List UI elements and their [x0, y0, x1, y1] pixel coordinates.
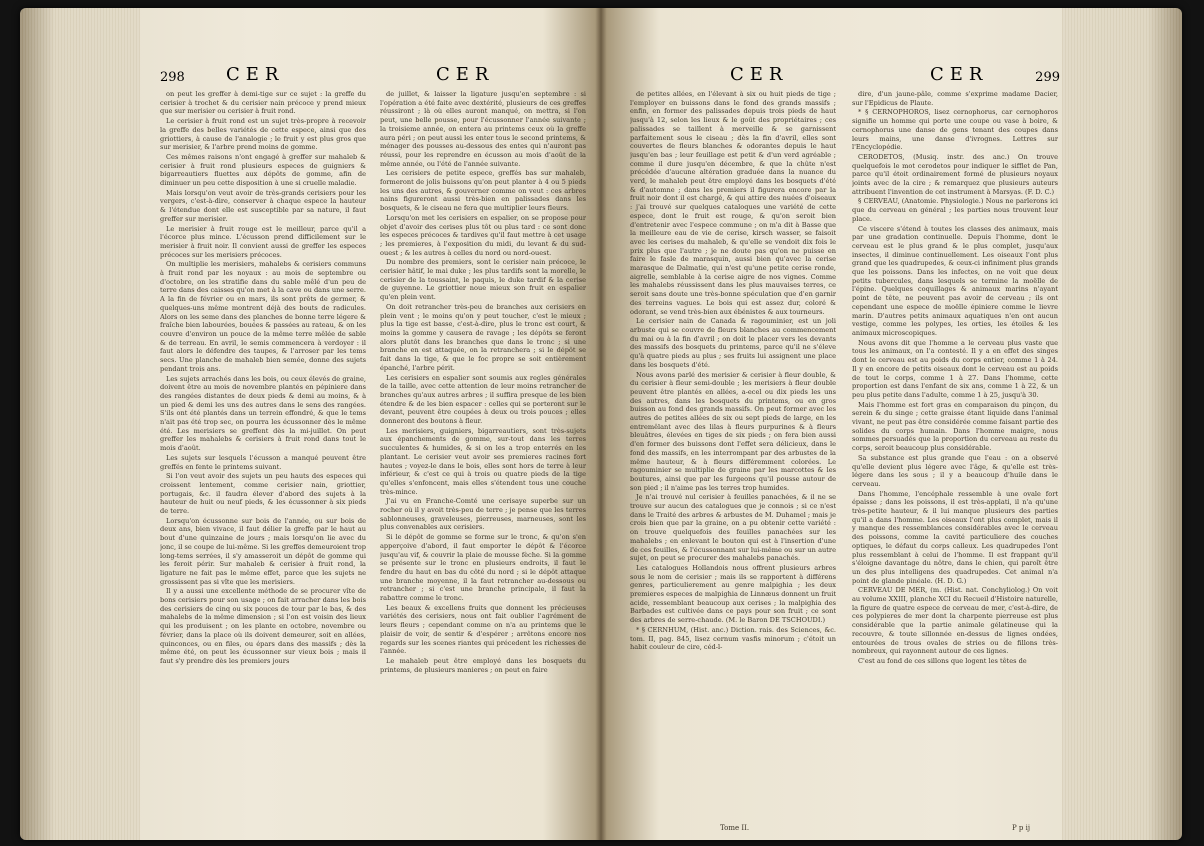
right-page	[630, 8, 1060, 840]
paragraph: de petites allées, en l'élevant à six ou huit pieds de tige ; l'employer en buissons dans le fond des grands massifs ; enfin, en former des palissades depuis trois pieds de haut jusqu'à 12, selon les lieux & le goût des propriétaires ; ces palissades se taillent à merveille & se garnissent parfaitement sous le ciseau ; dès la fin d'avril, elles sont couvertes de fleurs blanches & odorantes depuis le haut jusqu'en bas ; leur feuillage est petit & d'un verd agréable ; comme il dure jusqu'en décembre, & que la chûte n'est précédée d'aucune altération graduée dans la nuance du verd, le mahaleb peut être employé dans les bosquets d'été & d'automne ; dans les premiers il figurera encore par la fruit noir dont il est chargé, & qui attire des nuées d'oiseaux : j'ai trouvé sur quelques cataloques une variété de cette espece, dont le fruit est rouge, & qu'on seroit bien d'entretenir avec l'espece commune ; on m'a dit à Basse que la meilleure eau de vie de cerise, kirsch wasser, se faisoit avec les cerises du mahaleb, & qu'elle se vendoit dix fois le prix plus que l'autre ; je ne doute pas qu'on ne puisse en faire le fasle de marasquin, aussi bien qu'avec la cerise marasque de Dalmatie, qui n'est qu'une petite cerise ronde, aigrelle, semblable à la cerise aigre de nos vignes. Comme les mahalebs réussissent dans les plus mauvaises terres, ce seroit sans doute une très-bonne spéculation que d'en garnir des terreins vagues. Le bois qui est assez dur, coloré & odorant, se vend très-bien aux ébénistes & aux tourneurs.	[630, 90, 836, 316]
paragraph: Les merisiers, guigniers, bigarreautiers, sont très-sujets aux épanchements de gomme, sur-tout dans les terres succulentes & humides, & si on les a trop enterrés en les plantant. Le cerisier veut avoir ses premieres racines fort hautes ; voyez-le dans le bois, elles sont hors de terre à leur inférieur, & c'est ce qui à trois ou quatre pieds de la tige qu'elles s'enfoncent, mais elles s'étendent tous une couche très-mince.	[380, 426, 586, 496]
paragraph: Le cerisier à fruit rond est un sujet très-propre à recevoir la greffe des belles variétés de cette espece, ainsi que des griottiers, à cause de l'analogie ; le fruit y est plus gros que sur merisier, & l'arbre prend moins de gomme.	[160, 117, 366, 152]
paragraph: Ces mêmes raisons n'ont engagé à greffer sur mahaleb & cerisier à fruit rond plusieurs especes de guigniers & bigarreautiers fluettes aux dépôts de gomme, afin de diminuer un peu cette disposition à une si cruelle maladie.	[160, 152, 366, 188]
paragraph: * § CERNOPHOROS, lisez cernophorus, car cernophoros signifie un homme qui porte une coupe ou vase à boire, & cernophorus une danse de gens tenant des coupes dans leurs mains, une danse d'ivrognes. Lettres sur l'Encyclopédie.	[852, 108, 1058, 152]
running-head-left-1: CER	[226, 64, 285, 85]
paragraph: Les sujets arrachés dans les bois, ou ceux élevés de graine, doivent être au mois de novembre plantés en pépiniere dans des rangées distantes de deux pieds & demi au moins, & à un pied & demi les uns des autres dans le sens des rangées. S'ils ont été plantés dans un terrein effondré, & que le tems n'ait pas été trop sec, on pourra les écussonner dès le même été. Les merisiers se greffent dès la mi-juillet. On peut greffer les mahalebs & cerisiers à fruit rond dans tout le mois d'août.	[160, 374, 366, 453]
paragraph: § CERVEAU, (Anatomie. Physiologie.) Nous ne parlerons ici que du cerveau en général ; les parties nous trouvent leur place.	[852, 197, 1058, 223]
paragraph: Le cerisier nain de Canada & ragouminier, est un joli arbuste qui se couvre de fleurs blanches au commencement du mai ou à la fin d'avril ; on doit le placer vers les devants des massifs des bosquets du printems, parce qu'il ne s'éleve qu'à quatre pieds au plus ; ses fruits lui assignent une place dans les bosquets d'été.	[630, 317, 836, 369]
paragraph: Lorsqu'on écussonne sur bois de l'année, ou sur bois de deux ans, bien vivace, il faut délier la greffe par le haut au bout d'une quinzaine de jours ; mais lorsqu'on lie avec du jonc, il se coupe de lui-même. Si les greffes demeuroient trop long-tems serrées, il s'y amasseroit un dépôt de gomme qui les feroit périr. Sur mahaleb & cerisier à fruit rond, la ligature ne fait pas le même effet, parce que les sujets ne grossissent pas si vîte que les merisiers.	[160, 516, 366, 586]
paragraph: Les catalogues Hollandois nous offrent plusieurs arbres sous le nom de cerisier ; mais ils se rapportent à différens genres, particulierement au genre malpighia ; les deux premieres especes de malpighia de Linnæus donnent un fruit acide, ressemblant beaucoup aux cerises ; la malpighia des Barbades est cultivée dans ce pays pour son fruit ; ce sont des arbres de serre-chaude. (M. le Baron DE TSCHOUDI.)	[630, 563, 836, 625]
book-spread	[20, 8, 1182, 840]
paragraph: CERVEAU DE MER, (m. (Hist. nat. Conchyliolog.) On voit au volume XXIII, planche XCI du Recueil d'Histoire naturelle, la figure de quatre espece de cerveau de mer, c'est-à-dire, de ces polypieres de mer dont la charpente pierreuse est plus considérable que la partie animale gélatineuse qui la recouvre, & toute sillonnée en-dessus de lignes ondées, entourées de trous ovales de stries ou de fillons très-nombreux, qui rayonnent autour de ces lignes.	[852, 586, 1058, 656]
sheet-signature: P p ij	[1011, 824, 1030, 832]
left-column-1	[160, 90, 366, 830]
paragraph: CERODETOS, (Musiq. instr. des anc.) On trouve quelquefois le mot cerodetos pour indiquer le sifflet de Pan, parce qu'il étoit ordinairement formé de plusieurs noyaux joints avec de la cire ; & remarquez que plusieurs auteurs attribuent l'invention de cet instrument à Marsyas. (F. D. C.)	[852, 152, 1058, 196]
left-page	[160, 8, 592, 840]
paragraph: Mais lorsqu'on veut avoir de très-grands cerisiers pour les vergers, c'est-à-dire, conserver à chaque espece la hauteur & l'étendue dont elle est susceptible par sa nature, il faut greffer sur merisier.	[160, 188, 366, 223]
paragraph: On multiplie les merisiers, mahalebs & cerisiers communs à fruit rond par les noyaux : au mois de septembre ou d'octobre, on les stratifie dans du sable mêlé d'un peu de terre dans des caisses qu'on met à la cave ou dans une serre. A la fin de février ou en mars, ils sont prêts de germer, & quelques-uns même montrent déjà des bouts de radicules. Alors on les seme dans des planches de bonne terre légere & fraîche bien labourées, bouées & passées au rateau, & on les couvre d'environ un pouce de la même terre mêlée de sable & de terreau. En avril, le semis commencera à verdoyer : il faut alors le défendre des taupes, & l'arroser par les tems secs. Une planche de mahaleb bien semée, donne des sujets pendant trois ans.	[160, 260, 366, 373]
running-head-left-2: CER	[436, 64, 495, 85]
paragraph: Nous avons dit que l'homme a le cerveau plus vaste que tous les animaux, on l'a contesté. Il y a en effet des singes dont le cerveau est au poids du corps entier, comme 1 à 24. Il y en encore de petits oiseaux dont le cerveau est au poids de tout le corps, comme 1 à 27. Dans l'homme, cette proportion est dans l'enfant de six ans, comme 1 à 22, & un peu plus petite dans l'adulte, comme 1 à 25, jusqu'à 30.	[852, 338, 1058, 399]
page-number-left: 298	[160, 70, 185, 85]
paragraph: Dans l'homme, l'encéphale ressemble à une ovale fort épaisse ; dans les poissons, il est très-applati, il n'a qu'une très-petite hauteur, & il lui manque plusieurs des parties qu'il a dans l'homme. Les oiseaux l'ont plus complet, mais il y manque des ressemblances considérables avec le cerveau des poissons, comme la cavité particuliere des couches optiques, le défaut du corps calleux. Les quadrupedes l'ont plus ressemblant à celui de l'homme. Il est frappant qu'il s'éloigne davantage du nôtre, dans le chien, qui paroît être un des plus intelligens des quadrupedes. Cet animal n'a point de glande pinéale. (H. D. G.)	[852, 489, 1058, 585]
paragraph: * § CERNHUM, (Hist. anc.) Diction. rais. des Sciences, &c. tom. II, pag. 845, lisez cernum vasfis minorum ; c'étoit un habit couleur de cire, céd-l-	[630, 625, 836, 652]
paragraph: Il y a aussi une excellente méthode de se procurer vîte de bons cerisiers pour son usage ; on fait arracher dans les bois des cerisiers de cinq ou six pouces de tour par le bas, & des mahalebs de la même dimension ; si l'on est voisin des lieux qui les produisent ; on les plante en octobre, novembre ou février, dans la place où ils doivent demeurer, soit en allées, quinconces, ou en files, ou épars dans des massifs ; dès la même été, on peut les écussonner sur vieux bois ; mais il faut s'y prendre dès les premiers jours	[160, 587, 366, 665]
paragraph: de juillet, & laisser la ligature jusqu'en septembre : si l'opération a été faite avec dextérité, plusieurs de ces greffes réussiront ; là où elles auront manqué, on mettra, si l'on peut, une belle pousse, pour l'écussonner l'année suivante ; la troisieme année, on entera au printems ceux où la greffe aura péri ; on peut aussi les enter tous le second printems, & ménager des pousses au-dessous des entes qui n'auront pas réussi, pour les reprendre en écusson au mois d'août de la même année, ou l'été de l'année suivante.	[380, 90, 586, 168]
left-page-columns	[160, 90, 592, 830]
paragraph: Les cerisiers de petite espece, greffés bas sur mahaleb, formeront de jolis buissons qu'on peut planter à 4 ou 5 pieds les uns des autres, & gouverner comme on veut : ces arbres nains figureront aussi très-bien en palissades dans les bosquets, & le ciseau ne fera que multiplier leurs fleurs.	[380, 169, 586, 213]
paragraph: Les cerisiers en espalier sont soumis aux regles générales de la taille, avec cette attention de leur moins retrancher de branches qu'aux autres arbres ; il suffira presque de les bien étendre & de les bien espacer : celles qui se porteront sur le devant, peuvent être coupées à deux ou trois pouces ; elles donneront des boutons à fleur.	[380, 373, 586, 426]
paragraph: on peut les greffer à demi-tige sur ce sujet : la greffe du cerisier à trochet & du cerisier nain précoce y prend mieux que sur merisier ou cerisier à fruit rond.	[160, 90, 366, 116]
paragraph: Si l'on veut avoir des sujets un peu hauts des especes qui croissent lentement, comme cerisier nain, griottier, portugais, &c. il faudra élever d'abord des sujets à la hauteur de huit ou neuf pieds, & les écussonner à six pieds de terre.	[160, 472, 366, 516]
left-column-2	[380, 90, 586, 830]
volume-signature: Tome II.	[720, 824, 750, 832]
paragraph: Lorsqu'on met les cerisiers en espalier, on se propose pour objet d'avoir des cerises plus tôt ou plus tard : ce sont donc les especes précoces & tardives qu'il faut mettre à cet usage ; les premieres, à l'exposition du midi, du levant & du sud-ouest ; & les autres à celles du nord ou nord-ouest.	[380, 213, 586, 257]
paragraph: Du nombre des premiers, sont le cerisier nain précoce, le cerisier hâtif, le mai duke ; les plus tardifs sont la morelle, le cerisier de la toussaint, le paquis, le duke tardif & la cerise de guyenne. Le griottier noue mieux son fruit en espalier qu'en plein vent.	[380, 258, 586, 302]
paragraph: Les beaux & excellens fruits que donnent les précieuses variétés des cerisiers, nous ont fait oublier l'agrément de leurs fleurs ; cependant comme on n'a au printems que le plaisir de voir, de sentir & d'espérer ; arrêtons encore nos regards sur les scenes riantes qui précedent les richesses de l'année.	[380, 603, 586, 656]
paragraph: Le merisier à fruit rouge est le meilleur, parce qu'il a l'écorce plus mince. L'écusson prend difficilement sur le merisier à fruit noir. Il convient aussi de greffer les especes précoces sur les merisiers précoces.	[160, 224, 366, 259]
page-number-right: 299	[1035, 70, 1060, 85]
paragraph: Ce viscere s'étend à toutes les classes des animaux, mais par une gradation continuelle. Depuis l'homme, dont le cerveau est le plus grand & le plus complet, jusqu'aux insectes, il diminue continuellement. Les oiseaux l'ont plus grand que les quadrupedes, & ceux-ci infiniment plus grands que les poissons. Dans les infectes, on ne voit que deux petits tubercules, dans lesquels se termine la moëlle de l'épine. Quelques coquillages & animaux marins n'ayant point de tête, ne peuvent pas avoir de cerveau ; ils ont cependant une espece de moëlle épiniere comme le lievre marin. D'autres petits animaux aquatiques n'en ont aucun vestige, comme les polypes, les orties, les étoiles & les animaux microscopiques.	[852, 224, 1058, 337]
paragraph: Sa substance est plus grande que l'eau : on a observé qu'elle devient plus légere avec l'âge, & qu'elle est très-légere dans les sous ; il y a beaucoup d'huile dans le cerveau.	[852, 453, 1058, 488]
paragraph: Je n'ai trouvé nul cerisier à feuilles panachées, & il ne se trouve sur aucun des catalogues que je connois ; si ce n'est dans le Traité des arbres & arbustes de M. Duhamel ; mais je crois bien que par la graine, on a pu obtenir cette variété : on trouve quelquefois des feuilles panachées sur les mahalebs ; en enlevant le bouton qui est à l'insertion d'une de ces feuilles, & l'écussonnant sur lui-même ou sur un autre sujet, on peut se procurer des mahalebs panachés.	[630, 493, 836, 563]
right-page-columns	[630, 90, 1060, 830]
paragraph: Nous avons parlé des merisier & cerisier à fleur double, & du cerisier à fleur semi-double ; les merisiers à fleur double peuvent être plantés en allées, a-ecel ou dix pieds les uns des autres, dans les bosquets du printems, ou en gros buisson au fond des grands massifs. On peut former avec les autres de petites allées de six ou sept pieds de large, en les entremêlant avec des lilas à fleurs purpurines & à fleurs bleuâtres, élevées en tiges de six pieds ; on fera bien aussi d'en former des buissons dont l'effet sera délicieux, dans le fond des massifs, en les interrompant par des arbustes de la même hauteur, & à fleurs différemment colorées. Le ragouminier se multiplie de graine par les marcottes & les boutures, ainsi que par les furgeons qu'il pousse autour de son pied ; il n'aime pas les terres trop humides.	[630, 370, 836, 492]
paragraph: J'ai vu en Franche-Comté une cerisaye superbe sur un rocher où il y avoit très-peu de terre ; je pense que les terres sablonneuses, graveleuses, pierreuses, marneuses, sont les plus convenables aux cerisiers.	[380, 497, 586, 532]
right-column-2	[852, 90, 1058, 830]
paragraph: Si le dépôt de gomme se forme sur le tronc, & qu'on s'en apperçoive d'abord, il faut emporter le dépôt & l'écorce jusqu'au vif, & couvrir la plaie de mousse fèche. Si la gomme se présente sur le tronc en plusieurs endroits, il faut le fendre du haut en bas du côté du nord ; si le dépôt attaque une branche moyenne, il la faut retrancher au-dessous ou retrancher ; si c'est une branche principale, il faut la rabattre comme le tronc.	[380, 533, 586, 603]
paragraph: Mais l'homme est fort gras en comparaison du pinçon, du serein & du singe ; cette graisse étant liquide dans l'animal vivant, ne peut pas être considérée comme faisant partie des solides du corps humain. Dans l'homme maigre, nous sommes persuadés que la proportion du cerveau au reste du corps, seroit beaucoup plus considérable.	[852, 400, 1058, 453]
paragraph: C'est au fond de ces sillons que logent les têtes de	[858, 657, 1027, 665]
running-head-right-1: CER	[730, 64, 789, 85]
paragraph: Le mahaleb peut être employé dans les bosquets du printems, de plusieurs manieres ; on peut en faire	[380, 657, 586, 674]
page-edges-left	[20, 8, 140, 840]
right-column-1	[630, 90, 836, 830]
paragraph: On doit retrancher très-peu de branches aux cerisiers en plein vent ; le moins qu'on y peut toucher, c'est le mieux ; plus la tige est basse, c'est-à-dire, plus le tronc est court, & moins la gomme y causera de ravage ; les dépôts se feront alors plutôt dans les branches que dans le tronc ; si une branche en est attaquée, on la retranchera ; si le dépôt se fait dans la tige, & que le foc propre se soit entièrement épanché, l'arbre périt.	[380, 302, 586, 372]
paragraph: dire, d'un jaune-pâle, comme s'exprime madame Dacier, sur l'Epidicus de Plaute.	[852, 90, 1058, 107]
page-edges-right	[1062, 8, 1182, 840]
paragraph: Les sujets sur lesquels l'écusson a manqué peuvent être greffés en fente le printems suivant.	[160, 453, 366, 471]
running-head-right-2: CER	[930, 64, 989, 85]
